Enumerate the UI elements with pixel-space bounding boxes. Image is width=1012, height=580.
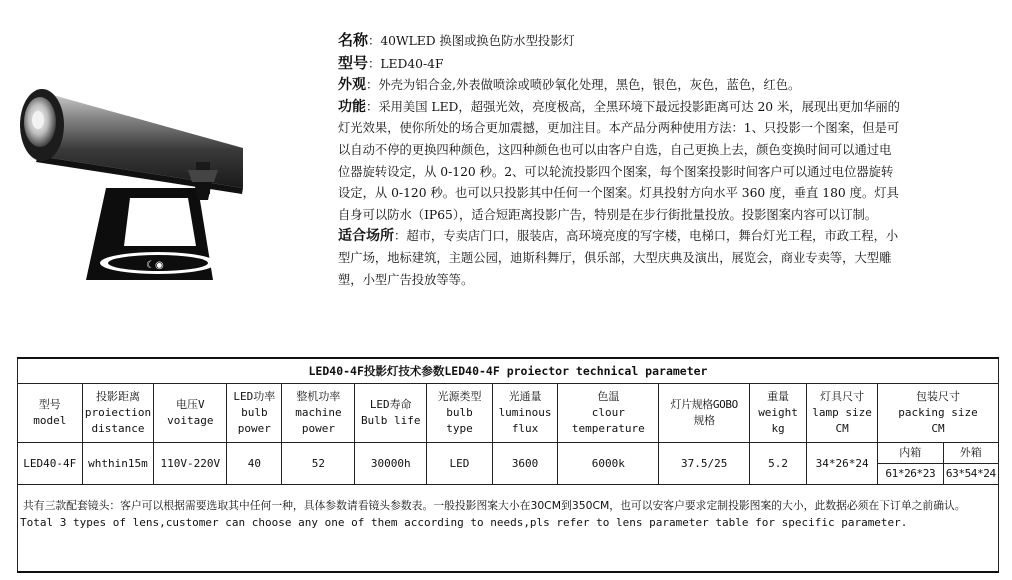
venue-label: 适合场所 xyxy=(338,228,394,245)
cell-model: LED40-4F xyxy=(18,443,83,485)
cell-bulb-life: 30000h xyxy=(355,443,427,485)
appearance-value: 外壳为铝合金,外表做喷涂或喷砂氧化处理，黑色，银色，灰色，蓝色，红色。 xyxy=(378,78,801,93)
name-value: 40WLED 换图或换色防水型投影灯 xyxy=(380,34,575,48)
name-line: 名称：40WLED 换图或换色防水型投影灯 xyxy=(338,31,575,49)
table-title: LED40-4F投影灯技术参数LED40-4F proiector technical parameter xyxy=(18,358,999,384)
header-voltage: 电压V voitage xyxy=(154,384,227,443)
cell-weight: 5.2 xyxy=(749,443,806,485)
header-flux: 光通量 luminous flux xyxy=(492,384,558,443)
table-note xyxy=(18,485,999,573)
cell-inner-size: 61*26*23 xyxy=(878,464,944,485)
header-bulb-type: 光源类型 bulb type xyxy=(427,384,493,443)
header-weight: 重量 weight kg xyxy=(749,384,806,443)
cell-voltage: 110V-220V xyxy=(154,443,227,485)
spec-table xyxy=(17,357,999,573)
cell-outer-size: 63*54*24 xyxy=(943,464,998,485)
header-distance: 投影距离 proiection distance xyxy=(82,384,154,443)
header-model: 型号 model xyxy=(18,384,83,443)
product-image xyxy=(8,70,288,300)
model-label: 型号 xyxy=(338,53,369,72)
venue-paragraph: 适合场所：超市，专卖店门口，服装店，高环境亮度的写字楼，电梯口，舞台灯光工程，市政工程，小型广场，地标建筑，主题公园，迪斯科舞厅，俱乐部，大型庆典及演出，展览会，商业专卖等，大型雕塑，小型广告投放等等。 xyxy=(338,228,899,287)
cell-gobo: 37.5/25 xyxy=(659,443,750,485)
function-label: 功能 xyxy=(338,98,366,115)
cell-outer-label: 外箱 xyxy=(943,443,998,464)
header-machine-power: 整机功率 machine power xyxy=(282,384,355,443)
product-info xyxy=(338,30,903,291)
header-bulb-life: LED寿命 Bulb life xyxy=(355,384,427,443)
cell-bulb-power: 40 xyxy=(227,443,282,485)
cell-distance: whthin15m xyxy=(82,443,154,485)
name-label: 名称 xyxy=(338,31,369,49)
note-english: Total 3 types of lens,customer can choose any one of them according to needs,pls refer to lens parameter table for specific parameter. xyxy=(20,516,908,529)
cell-lamp-size: 34*26*24 xyxy=(807,443,878,485)
venue-value: 超市，专卖店门口，服装店，高环境亮度的写字楼，电梯口，舞台灯光工程，市政工程，小型广场，地标建筑，主题公园，迪斯科舞厅，俱乐部，大型庆典及演出，展览会，商业专卖等，大型雕塑，小型广告投放等等。 xyxy=(338,229,899,287)
cell-inner-label: 内箱 xyxy=(878,443,944,464)
cell-flux: 3600 xyxy=(492,443,558,485)
header-gobo: 灯片规格GOBO 规格 xyxy=(659,384,750,443)
function-value: 采用美国 LED，超强光效，亮度极高，全黑环境下最远投影距离可达 20 米，展现出更加华丽的灯光效果，使你所处的场合更加震撼，更加注目。本产品分两种使用方法：1、只投影一个图案，但是可以自动不停的更换四种颜色，这四种颜色也可以由客户自选，自己更换上去，颜色变换时间可以通过电位器旋转设定，从 0-120 秒。2、可以轮流投影四个图案，每个图案投影时间客户可以通过电位器旋转设定，从 0-120 秒。也可以只投影其中任何一个图案。灯具投射方向水平 360 度，垂直 180 度。灯具自身可以防水（IP65），适合短距离投影广告，特别是在步行街批量投放。投影图案内容可以订制。 xyxy=(338,99,900,222)
svg-text:☾◉: ☾◉ xyxy=(146,260,164,271)
cell-machine-power: 52 xyxy=(282,443,355,485)
model-value: LED40-4F xyxy=(380,56,444,71)
cell-temperature: 6000k xyxy=(558,443,659,485)
header-temperature: 色温 clour temperature xyxy=(558,384,659,443)
bracket-stand xyxy=(86,188,216,280)
appearance-line: 外观：外壳为铝合金,外表做喷涂或喷砂氧化处理，黑色，银色，灰色，蓝色，红色。 xyxy=(338,77,801,94)
note-chinese: 共有三款配套镜头：客户可以根据需要选取其中任何一种，具体参数请看镜头参数表。一般投影图案大小在30CM到350CM，也可以安客户要求定制投影图案的大小，此数据必须在下订单之前确认。 xyxy=(23,499,966,512)
cell-bulb-type: LED xyxy=(427,443,493,485)
appearance-label: 外观 xyxy=(338,77,366,94)
header-packing-size: 包装尺寸 packing size CM xyxy=(878,384,999,443)
header-lamp-size: 灯具尺寸 lamp size CM xyxy=(807,384,878,443)
header-bulb-power: LED功率 bulb power xyxy=(227,384,282,443)
model-line: 型号：LED40-4F xyxy=(338,53,444,72)
function-paragraph: 功能：采用美国 LED，超强光效，亮度极高，全黑环境下最远投影距离可达 20 米，展现出更加华丽的灯光效果，使你所处的场合更加震撼，更加注目。本产品分两种使用方法：1、只投影一个图案，但是可以自动不停的更换四种颜色，这四种颜色也可以由客户自选，自己更换上去，颜色变换时间可以通过电位器旋转设定，从 0-120 秒。2、可以轮流投影四个图案，每个图案投影时间客户可以通过电位器旋转设定，从 0-120 秒。也可以只投影其中任何一个图案。灯具投射方向水平 360 度，垂直 180 度。灯具自身可以防水（IP65），适合短距离投影广告，特别是在步行街批量投放。投影图案内容可以订制。 xyxy=(338,98,900,222)
